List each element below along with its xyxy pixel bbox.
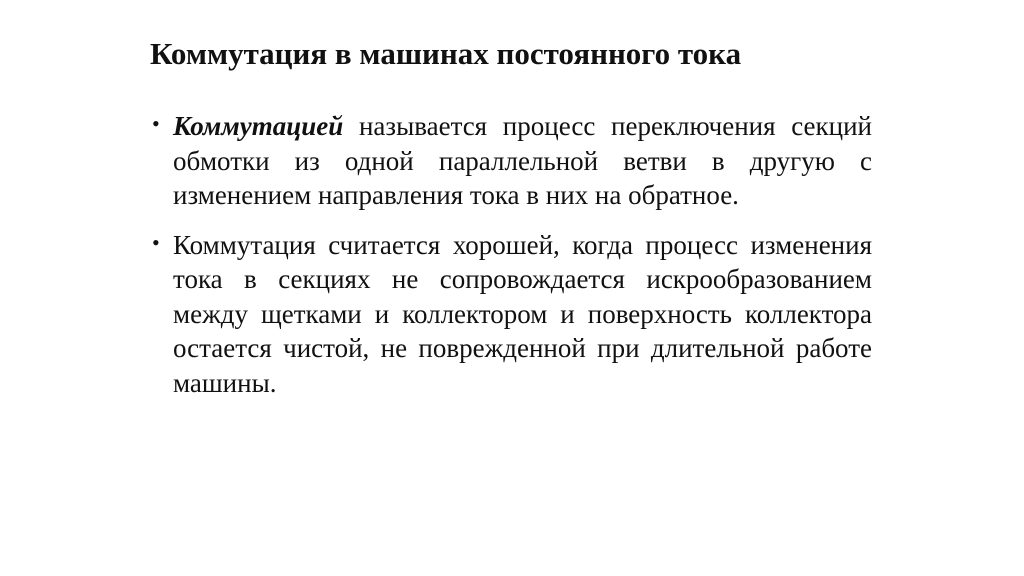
bullet-item-definition bbox=[152, 109, 872, 213]
bullet-marker: • bbox=[152, 229, 160, 255]
slide-title: Коммутация в машинах постоянного тока bbox=[150, 36, 742, 71]
bullet-list bbox=[152, 109, 872, 415]
definition-term: Коммутацией bbox=[173, 111, 344, 141]
bullet-item-good-commutation bbox=[152, 228, 872, 401]
bullet-marker: • bbox=[152, 111, 160, 136]
definition-text: называется процесс переключения секций обмотки из одной параллельной ветви в другую с изменением направления тока в них на обратное. bbox=[173, 111, 872, 210]
good-commutation-text: Коммутация считается хорошей, когда процесс изменения тока в секциях не сопровождается искрообразованием между щетками и коллектором и поверхность коллектора остается чистой, не поврежденной при длительной работе машины. bbox=[173, 229, 872, 398]
